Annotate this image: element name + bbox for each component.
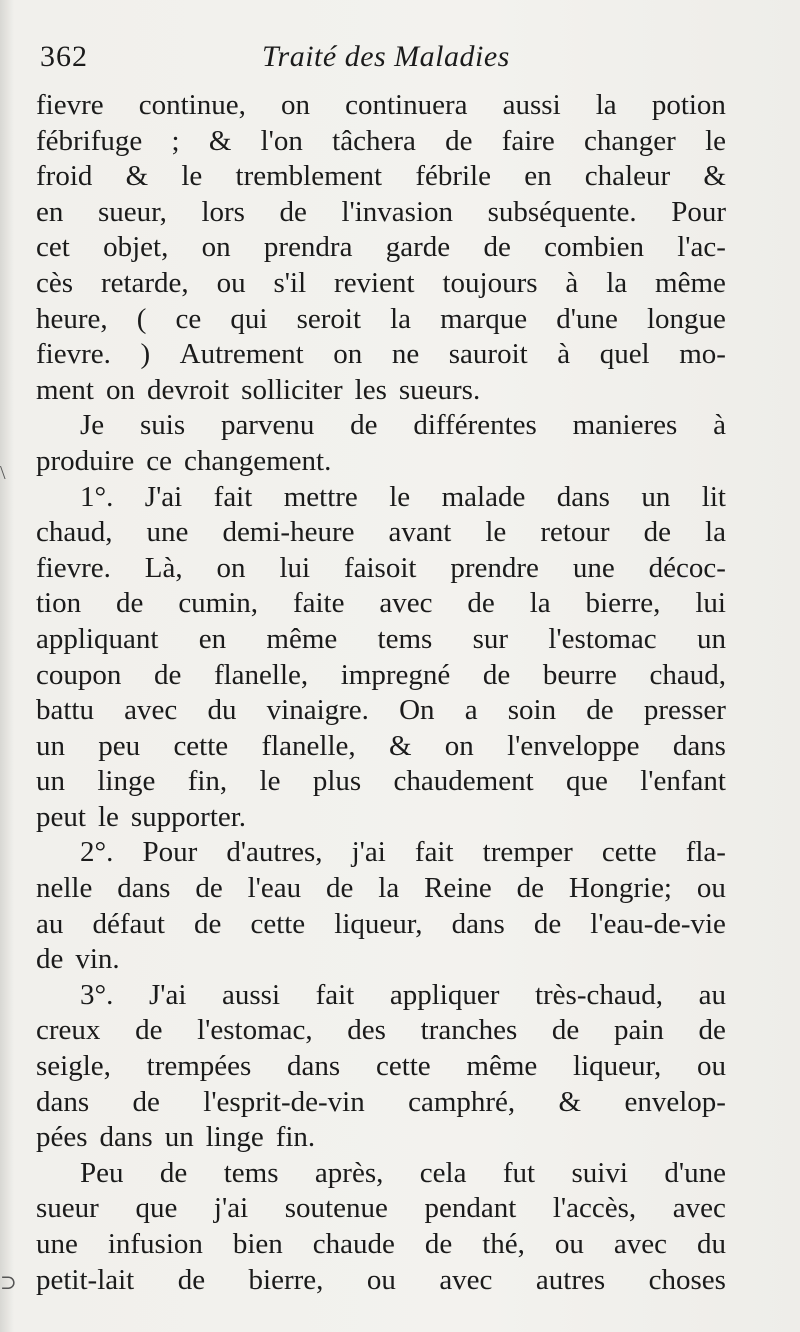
word: longue [646,302,726,335]
word: potion [651,89,726,121]
word: de [551,1014,580,1047]
text-line [36,622,726,658]
word: ou [554,1228,584,1260]
word: Autrement [179,338,304,371]
text-line [36,1085,726,1121]
word: coupon [36,658,122,691]
word: cette [375,1050,431,1083]
word: avec [672,1192,726,1225]
word: presser [643,694,726,727]
word: pendant [424,1192,517,1225]
word: avant [388,516,452,549]
word: sur [472,622,509,655]
word: la [529,587,551,620]
word: ; [171,124,180,157]
word: avec [124,694,178,727]
word: subséquente. [487,195,637,228]
word: différentes [413,409,537,442]
word: un [696,622,726,655]
word: ou [696,1050,726,1083]
word: de [279,195,307,228]
text-line [36,1120,726,1156]
word: ou [216,266,246,299]
word: sueurs. [398,373,481,406]
word: de [698,1014,726,1047]
word: fievre [36,89,104,121]
word: objet, [103,231,169,264]
text-line [36,1156,726,1192]
word: bien [232,1228,283,1260]
word: fait [315,978,355,1011]
word: de [424,1228,453,1260]
word: cumin, [178,587,259,620]
word: parvenu [220,409,315,442]
word: l'enveloppe [507,729,640,762]
word: solliciter [241,373,343,406]
word: l'esprit-de-vin [203,1085,365,1118]
word: revient [334,266,415,299]
word: soin [507,694,557,727]
word: peu [98,729,141,762]
text-line [36,1049,726,1085]
word: dans [672,729,726,762]
word: en [198,622,227,655]
word: avec [613,1228,667,1260]
word: Là, [144,551,183,584]
word: garde [385,231,451,264]
word: j'ai [213,1192,249,1225]
word: sueur [36,1192,99,1225]
word: l'estomac [548,622,657,655]
word: de [132,1085,160,1118]
word: continue, [138,89,246,121]
word: la [606,266,628,299]
text-line [36,444,726,480]
word: plus [312,765,362,798]
word: même [655,266,726,299]
word: de [135,1014,163,1047]
word: & [208,124,232,157]
word: de [350,409,378,442]
word: ce [146,444,172,477]
text-line [36,124,726,160]
word: appliquer [389,978,500,1011]
word: dans [99,1121,153,1154]
word: dans [556,480,610,513]
word: un [164,1121,194,1154]
word: & [558,1085,582,1118]
text-line [36,978,726,1014]
body-text [36,88,726,1298]
word: retour [540,516,610,549]
word: du [207,694,237,727]
word: Reine [424,872,492,905]
text-line [36,942,726,978]
word: liqueur, [573,1050,662,1083]
word: prendre [450,551,539,584]
word: au [698,978,726,1011]
word: changement. [184,444,332,477]
word: l'invasion [341,195,454,228]
word: ce [175,302,202,335]
word: les [354,373,387,406]
word: supporter. [130,800,247,833]
word: on [333,338,363,371]
word: en [524,160,552,193]
word: ment [36,373,94,406]
text-line [36,480,726,516]
word: autres [535,1263,606,1296]
word: lui [695,587,726,620]
word: le [389,480,411,513]
word: l'enfant [640,765,726,798]
gutter-mark: \ [0,462,6,484]
text-line [36,1013,726,1049]
word: quel [599,338,650,371]
word: Hongrie; [568,872,672,905]
word: linge [97,765,156,798]
word: tremper [482,836,573,869]
word: cette [601,836,657,869]
word: de [36,943,64,976]
word: au [36,907,64,940]
word: Peu [80,1156,124,1189]
word: on [216,551,246,584]
word: liqueur, [334,907,423,940]
word: vinaigre. [266,694,369,727]
word: avec [379,587,433,620]
text-line [36,729,726,765]
word: 1°. [80,480,114,513]
word: ou [696,872,726,905]
word: fin. [275,1121,316,1154]
word: sauroit [448,338,528,371]
word: à [713,409,726,442]
word: flanelle, [213,658,309,691]
word: Pour [671,195,726,228]
word: prendra [263,231,353,264]
word: ( [136,302,147,335]
word: une [36,1228,78,1260]
word: cès [36,266,74,299]
word: des [347,1014,386,1047]
word: chaleur [584,160,671,193]
word: lors [201,195,245,228]
text-line [36,551,726,587]
word: après, [314,1156,384,1189]
word: petit-lait [36,1263,135,1296]
word: infusion [107,1228,203,1260]
word: & [388,729,412,762]
text-line [36,266,726,302]
word: tems [377,622,433,655]
word: mettre [283,480,358,513]
word: choses [648,1263,726,1296]
word: flanelle, [261,729,356,762]
word: aussi [222,978,280,1011]
text-line [36,302,726,338]
word: pain [613,1014,664,1047]
word: camphré, [408,1085,516,1118]
word: une [146,516,189,549]
word: J'ai [144,480,183,513]
word: très-chaud, [534,978,663,1011]
text-line [36,515,726,551]
word: de [195,872,223,905]
word: a [464,694,478,727]
word: changer [584,124,676,157]
word: suivi [571,1156,628,1189]
word: de [326,872,354,905]
word: beurre [542,658,617,691]
word: j'ai [351,836,386,869]
word: de [153,658,182,691]
word: on [106,373,135,406]
gutter-mark: ⊃ [0,1272,17,1294]
word: une [572,551,615,584]
word: l'ac- [677,231,726,264]
word: le [485,516,507,549]
text-line [36,1191,726,1227]
word: de [445,124,473,157]
word: heure, [36,302,108,335]
word: de [467,587,495,620]
word: tâchera [332,124,416,157]
word: retarde, [100,266,189,299]
word: peut [36,800,86,833]
word: en [36,195,64,228]
word: Je [80,409,105,442]
word: marque [440,302,528,335]
word: défaut [92,907,165,940]
word: de [159,1156,188,1189]
word: de [533,907,562,940]
word: même [466,1050,538,1083]
word: de [482,658,511,691]
word: malade [441,480,526,513]
word: s'il [273,266,307,299]
text-line [36,159,726,195]
word: l'eau-de-vie [590,907,726,940]
word: l'on [260,124,303,157]
word: envelop- [624,1085,726,1118]
word: vin. [75,943,120,976]
word: creux [36,1014,101,1047]
word: cette [250,907,306,940]
word: la [595,89,617,121]
word: ) [140,338,151,371]
word: On [399,694,435,727]
word: même [266,622,338,655]
word: lui [279,551,311,584]
word: on [444,729,474,762]
word: appliquant [36,622,159,655]
word: un [36,729,65,762]
word: fievre. [36,551,111,584]
word: l'accès, [552,1192,637,1225]
word: la [378,872,400,905]
word: le [181,160,203,193]
word: l'estomac, [197,1014,313,1047]
word: combien [544,231,644,264]
word: fait [213,480,253,513]
word: 2°. [80,836,114,869]
word: manieres [572,409,678,442]
word: faisoit [343,551,417,584]
word: avec [439,1263,493,1296]
page-number: 362 [40,40,88,73]
word: thé, [482,1228,525,1260]
word: impregné [340,658,451,691]
word: que [566,765,608,798]
running-header [40,40,740,82]
word: produire [36,444,135,477]
word: de [586,694,614,727]
text-line [36,195,726,231]
word: pées [36,1121,88,1154]
word: suis [139,409,186,442]
text-line [36,871,726,907]
word: un [36,765,65,798]
word: demi-heure [222,516,355,549]
word: de [194,907,222,940]
word: 3°. [80,978,114,1011]
word: fait [414,836,454,869]
word: fébrifuge [36,124,143,157]
word: tremblement [235,160,383,193]
word: le [705,124,726,157]
word: l'eau [247,872,302,905]
text-line [36,693,726,729]
word: tems [223,1156,279,1189]
word: cet [36,231,70,264]
word: & [703,160,726,193]
word: chaud, [649,658,726,691]
word: un [641,480,671,513]
text-line [36,1263,726,1299]
word: faire [501,124,555,157]
word: cela [419,1156,467,1189]
word: mo- [679,338,726,371]
text-line [36,586,726,622]
running-title: Traité des Maladies [262,40,510,73]
word: devroit [147,373,230,406]
word: fievre. [36,338,111,371]
word: bierre, [248,1263,324,1296]
word: J'ai [148,978,187,1011]
word: tion [36,587,82,620]
word: ou [366,1263,396,1296]
word: on [201,231,231,264]
text-line [36,835,726,871]
word: fin, [187,765,228,798]
word: fla- [685,836,726,869]
word: fut [502,1156,536,1189]
word: de [116,587,144,620]
text-line [36,907,726,943]
word: décoc- [648,551,726,584]
word: du [696,1228,726,1260]
word: & [125,160,149,193]
word: fébrile [415,160,491,193]
word: dans [36,1085,90,1118]
word: soutenue [284,1192,388,1225]
word: le [97,800,119,833]
word: on [280,89,310,121]
word: seigle, [36,1050,111,1083]
word: chaud, [36,516,113,549]
word: d'autres, [226,836,323,869]
word: qui [230,302,268,335]
word: froid [36,160,93,193]
word: chaudement [393,765,534,798]
word: de [483,231,511,264]
word: toujours [442,266,538,299]
word: linge [205,1121,264,1154]
word: Pour [142,836,198,869]
text-line [36,230,726,266]
word: tranches [420,1014,518,1047]
word: continuera [345,89,468,121]
word: dans [117,872,171,905]
word: cette [173,729,229,762]
word: bierre, [585,587,661,620]
word: dans [287,1050,341,1083]
word: nelle [36,872,93,905]
word: d'une [556,302,618,335]
word: à [565,266,579,299]
word: de [516,872,545,905]
text-line [36,373,726,409]
text-line [36,408,726,444]
text-line [36,800,726,836]
word: d'une [664,1156,726,1189]
word: de [643,516,671,549]
word: battu [36,694,94,727]
word: ne [391,338,420,371]
word: dans [451,907,505,940]
word: trempées [146,1050,252,1083]
word: que [135,1192,178,1225]
word: aussi [502,89,561,121]
text-line [36,337,726,373]
word: faite [292,587,345,620]
word: seroit [296,302,362,335]
word: à [557,338,571,371]
text-line [36,658,726,694]
word: chaude [312,1228,395,1260]
word: la [705,516,726,549]
word: lit [701,480,726,513]
word: la [390,302,412,335]
word: le [259,765,281,798]
word: de [177,1263,206,1296]
text-line [36,764,726,800]
text-line [36,1227,726,1263]
word: sueur, [97,195,167,228]
text-line [36,88,726,124]
